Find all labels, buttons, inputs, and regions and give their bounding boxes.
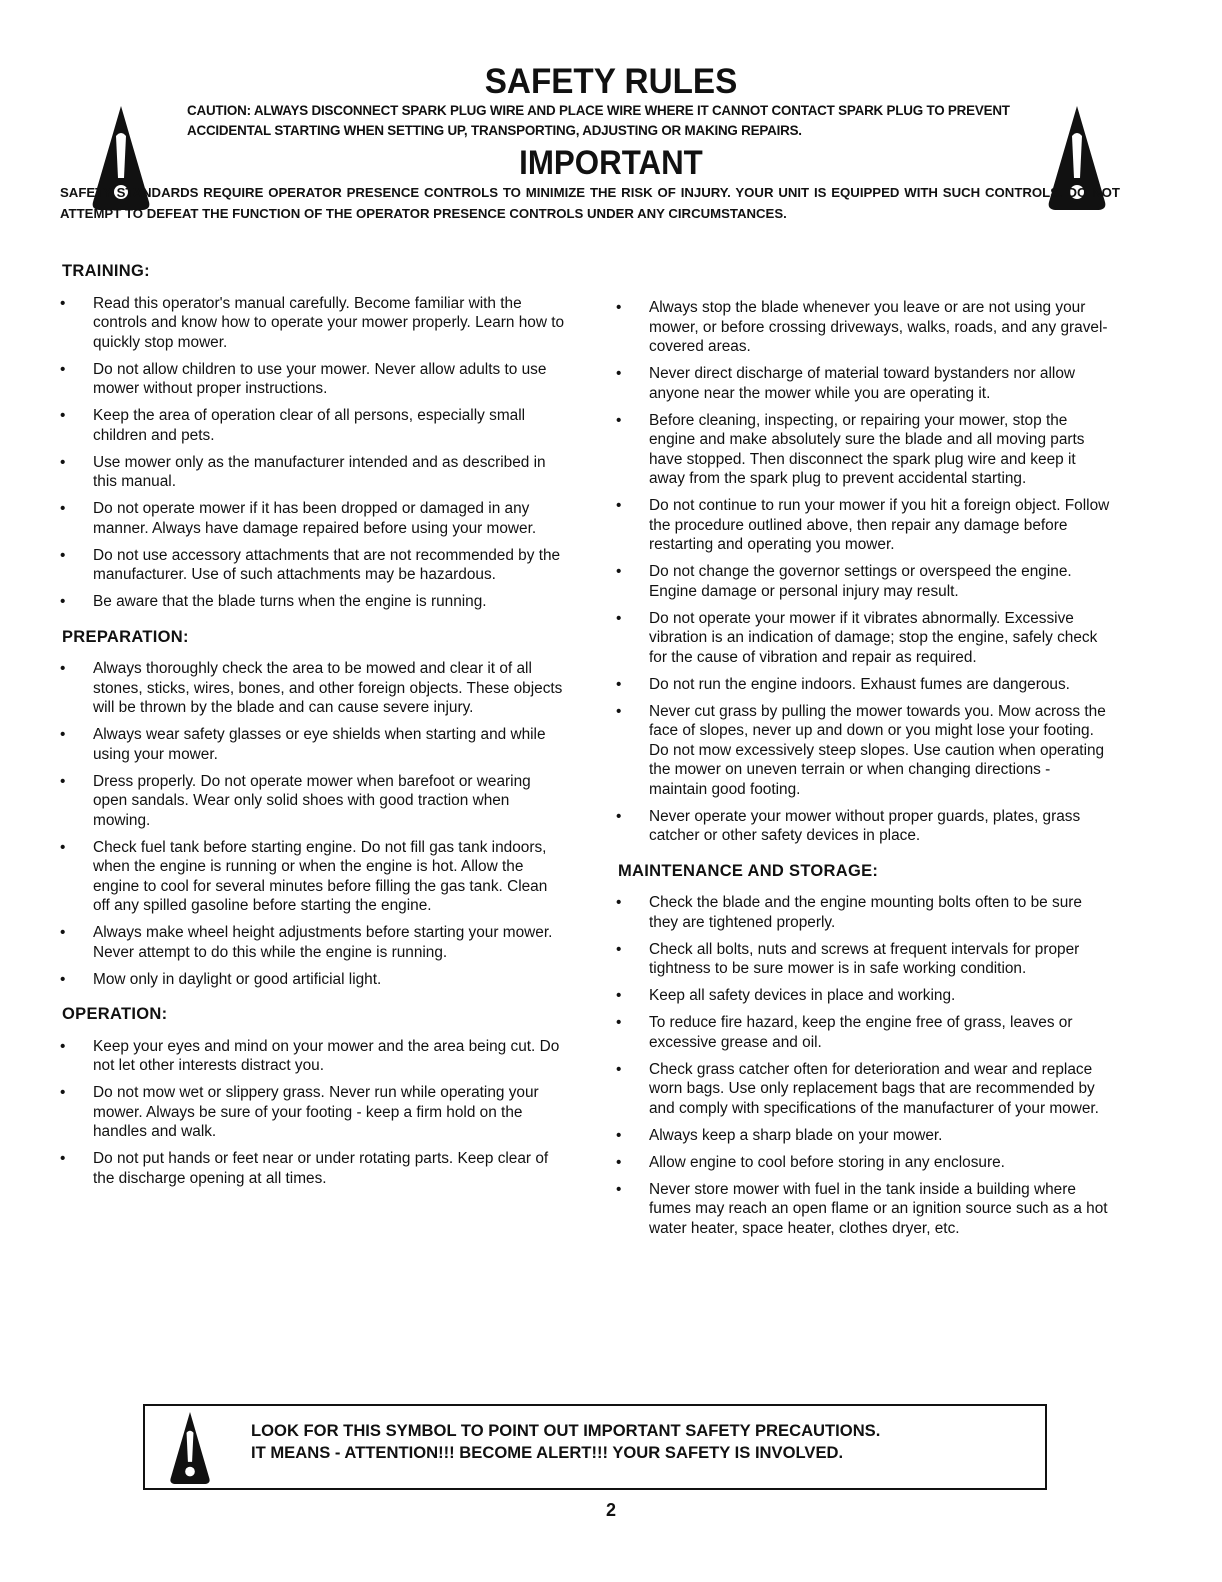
list-item-text: Never cut grass by pulling the mower towards you. Mow across the face of slopes, never up and down or you might lose your footing. Do not mow excessively steep slopes. Use caution when operating the mower on uneven terrain or when changing directions - maintain good footing. [649,702,1106,798]
bullet: • [616,807,622,825]
list-item-text: Never operate your mower without proper guards, plates, grass catcher or other safety devices in place. [649,807,1081,844]
bullet: • [60,1150,66,1167]
list-item-text: Do not run the engine indoors. Exhaust fumes are dangerous. [649,675,1070,693]
list-item [60,772,565,831]
list-item-text: Do not allow children to use your mower. Never allow adults to use mower without proper instructions. [93,360,547,397]
bullet: • [616,1014,622,1031]
list-item [616,411,1112,489]
page-title: SAFETY RULES [484,62,738,101]
bullet: • [60,453,66,471]
list-item [60,499,565,538]
bullet: • [616,1180,622,1198]
list-item-text: Do not put hands or feet near or under rotating parts. Keep clear of the discharge opening at all times. [93,1150,549,1187]
list-item-text: Use mower only as the manufacturer intended and as described in this manual. [93,453,546,490]
bullet: • [60,407,66,424]
list-item-text: Check the blade and the engine mounting bolts often to be sure they are tightened properly. [649,894,1082,931]
list-item-text: Check grass catcher often for deterioration and wear and replace worn bags. Use only replacement bags that are recommended by and comply with specifications of the manufacturer of your mower. [649,1060,1099,1117]
list-item-text: Keep the area of operation clear of all persons, especially small children and pets. [93,407,526,444]
list-item-text: Keep your eyes and mind on your mower and the area being cut. Do not let other interests distract you. [93,1037,560,1074]
bullet: • [616,609,622,627]
list-item [616,1153,1112,1173]
important-heading: IMPORTANT [519,144,703,182]
list-item-text: Never store mower with fuel in the tank inside a building where fumes may reach an open flame or an ignition source such as a hot water heater, space heater, clothes dryer, etc. [649,1180,1108,1237]
bullet: • [60,970,66,988]
section-heading: PREPARATION: [62,627,189,646]
list-item-text: Keep all safety devices in place and working. [649,987,956,1004]
bullet: • [616,702,622,720]
bullet: • [60,772,66,790]
bullet: • [60,660,66,677]
list-item-text: Check fuel tank before starting engine. Do not fill gas tank indoors, when the engine is running or when the engine is hot. Allow the engine to cool for several minutes before filling the gas tank. Clean off any spilled gasoline before starting the engine. [93,838,548,914]
bullet: • [60,726,66,743]
bullet: • [616,675,622,693]
section [60,262,565,612]
list-item-text: Always wear safety glasses or eye shields when starting and while using your mower. [93,726,546,763]
bullet: • [60,593,66,610]
list-item [616,1013,1112,1052]
list-item [60,838,565,916]
bullet: • [60,546,66,564]
warning-icon [169,1412,211,1484]
section [616,862,1112,1239]
left-column [60,262,565,1204]
list-item-text: Never direct discharge of material toward bystanders nor allow anyone near the mower while you are operating it. [649,365,1076,402]
list-item [616,675,1112,695]
list-item-text: Do not change the governor settings or overspeed the engine. Engine damage or personal injury may result. [649,563,1072,600]
bullet: • [616,563,622,580]
bullet: • [60,500,66,517]
list-item [616,298,1112,357]
list-item [60,1149,565,1188]
bullet: • [60,1084,66,1101]
list-item-text: Allow engine to cool before storing in any enclosure. [649,1153,1005,1171]
bullet: • [616,987,622,1004]
bullet: • [616,299,622,316]
list-item [60,546,565,585]
notice-line-2: IT MEANS - ATTENTION!!! BECOME ALERT!!! YOUR SAFETY IS INVOLVED. [251,1443,844,1462]
list-item-text: Dress properly. Do not operate mower when barefoot or wearing open sandals. Wear only solid shoes with good traction when mowing. [93,772,531,829]
bullet: • [60,1037,66,1055]
caution-text: CAUTION: ALWAYS DISCONNECT SPARK PLUG WIRE AND PLACE WIRE WHERE IT CANNOT CONTACT SPARK PLUG TO PREVENT ACCIDENTAL STARTING WHEN SETTING UP, TRANSPORTING, ADJUSTING OR MAKING REPAIRS. [187,103,1010,138]
list-item [60,725,565,764]
bullet: • [616,1153,622,1171]
list-item [60,406,565,445]
list-item [616,364,1112,403]
list-item [60,970,565,990]
list-item [616,1060,1112,1119]
safety-symbol-notice [143,1404,1047,1490]
bullet: • [616,940,622,958]
list-item [60,360,565,399]
list-item [616,562,1112,601]
list-item-text: Always keep a sharp blade on your mower. [649,1126,943,1144]
section [60,628,565,990]
bullet: • [616,1126,622,1144]
list-item [60,1083,565,1142]
list-item [616,893,1112,932]
bullet: • [60,924,66,941]
section-heading: MAINTENANCE AND STORAGE: [618,861,879,880]
section [616,298,1112,846]
list-item-text: Always stop the blade whenever you leave or are not using your mower, or before crossing driveways, walks, roads, and any gravel-covered areas. [649,299,1108,355]
list-item-text: Before cleaning, inspecting, or repairing your mower, stop the engine and make absolutely sure the blade and all moving parts have stopped. Then disconnect the spark plug wire and keep it away from the spark plug to prevent accidental starting. [649,411,1085,487]
list-item [60,294,565,353]
bullet: • [60,360,66,378]
list-item [616,986,1112,1006]
list-item-text: Do not mow wet or slippery grass. Never run while operating your mower. Always be sure of your footing - keep a firm hold on the handles and walk. [93,1084,539,1140]
section-heading: OPERATION: [62,1005,168,1023]
list-item [616,807,1112,846]
list-item [616,940,1112,979]
list-item [616,496,1112,555]
notice-line-1: LOOK FOR THIS SYMBOL TO POINT OUT IMPORTANT SAFETY PRECAUTIONS. [251,1421,881,1440]
bullet: • [616,365,622,382]
standards-text: SAFETY STANDARDS REQUIRE OPERATOR PRESENCE CONTROLS TO MINIMIZE THE RISK OF INJURY. YOUR UNIT IS EQUIPPED WITH SUCH CONTROLS. DO NOT ATTEMPT TO DEFEAT THE FUNCTION OF THE OPERATOR PRESENCE CONTROLS UNDER ANY CIRCUMSTANCES. [60,185,1120,221]
section [60,1005,565,1188]
list-item-text: Check all bolts, nuts and screws at frequent intervals for proper tightness to be sure mower is in safe working condition. [649,940,1080,977]
list-item [616,1180,1112,1239]
bullet: • [616,1060,622,1078]
bullet: • [616,894,622,911]
list-item [616,609,1112,668]
list-item-text: Be aware that the blade turns when the engine is running. [93,593,487,610]
list-item-text: To reduce fire hazard, keep the engine free of grass, leaves or excessive grease and oil. [649,1014,1073,1051]
section-heading: TRAINING: [62,262,150,280]
list-item [60,923,565,962]
list-item-text: Read this operator's manual carefully. Become familiar with the controls and know how to operate your mower properly. Learn how to quickly stop mower. [93,294,565,351]
list-item-text: Mow only in daylight or good artificial light. [93,970,382,988]
list-item-text: Always thoroughly check the area to be mowed and clear it of all stones, sticks, wires, bones, and other foreign objects. These objects will be thrown by the blade and can cause severe injury. [93,660,563,716]
list-item-text: Do not operate mower if it has been dropped or damaged in any manner. Always have damage repaired before using your mower. [93,500,537,537]
list-item-text: Do not use accessory attachments that are not recommended by the manufacturer. Use of such attachments may be hazardous. [93,546,561,583]
list-item-text: Do not operate your mower if it vibrates abnormally. Excessive vibration is an indication of damage; stop the engine, safely check for the cause of vibration and repair as required. [649,609,1098,666]
list-item [60,592,565,612]
page-number: 2 [605,1500,616,1520]
list-item [60,1037,565,1076]
list-item [616,1126,1112,1146]
bullet: • [60,838,66,856]
list-item [60,453,565,492]
right-column [616,298,1112,1254]
bullet: • [616,497,622,514]
bullet: • [60,294,66,312]
list-item [60,659,565,718]
list-item-text: Always make wheel height adjustments before starting your mower. Never attempt to do this while the engine is running. [93,924,553,961]
bullet: • [616,411,622,429]
list-item-text: Do not continue to run your mower if you hit a foreign object. Follow the procedure outlined above, then repair any damage before restarting and operating you mower. [649,497,1110,553]
list-item [616,702,1112,800]
